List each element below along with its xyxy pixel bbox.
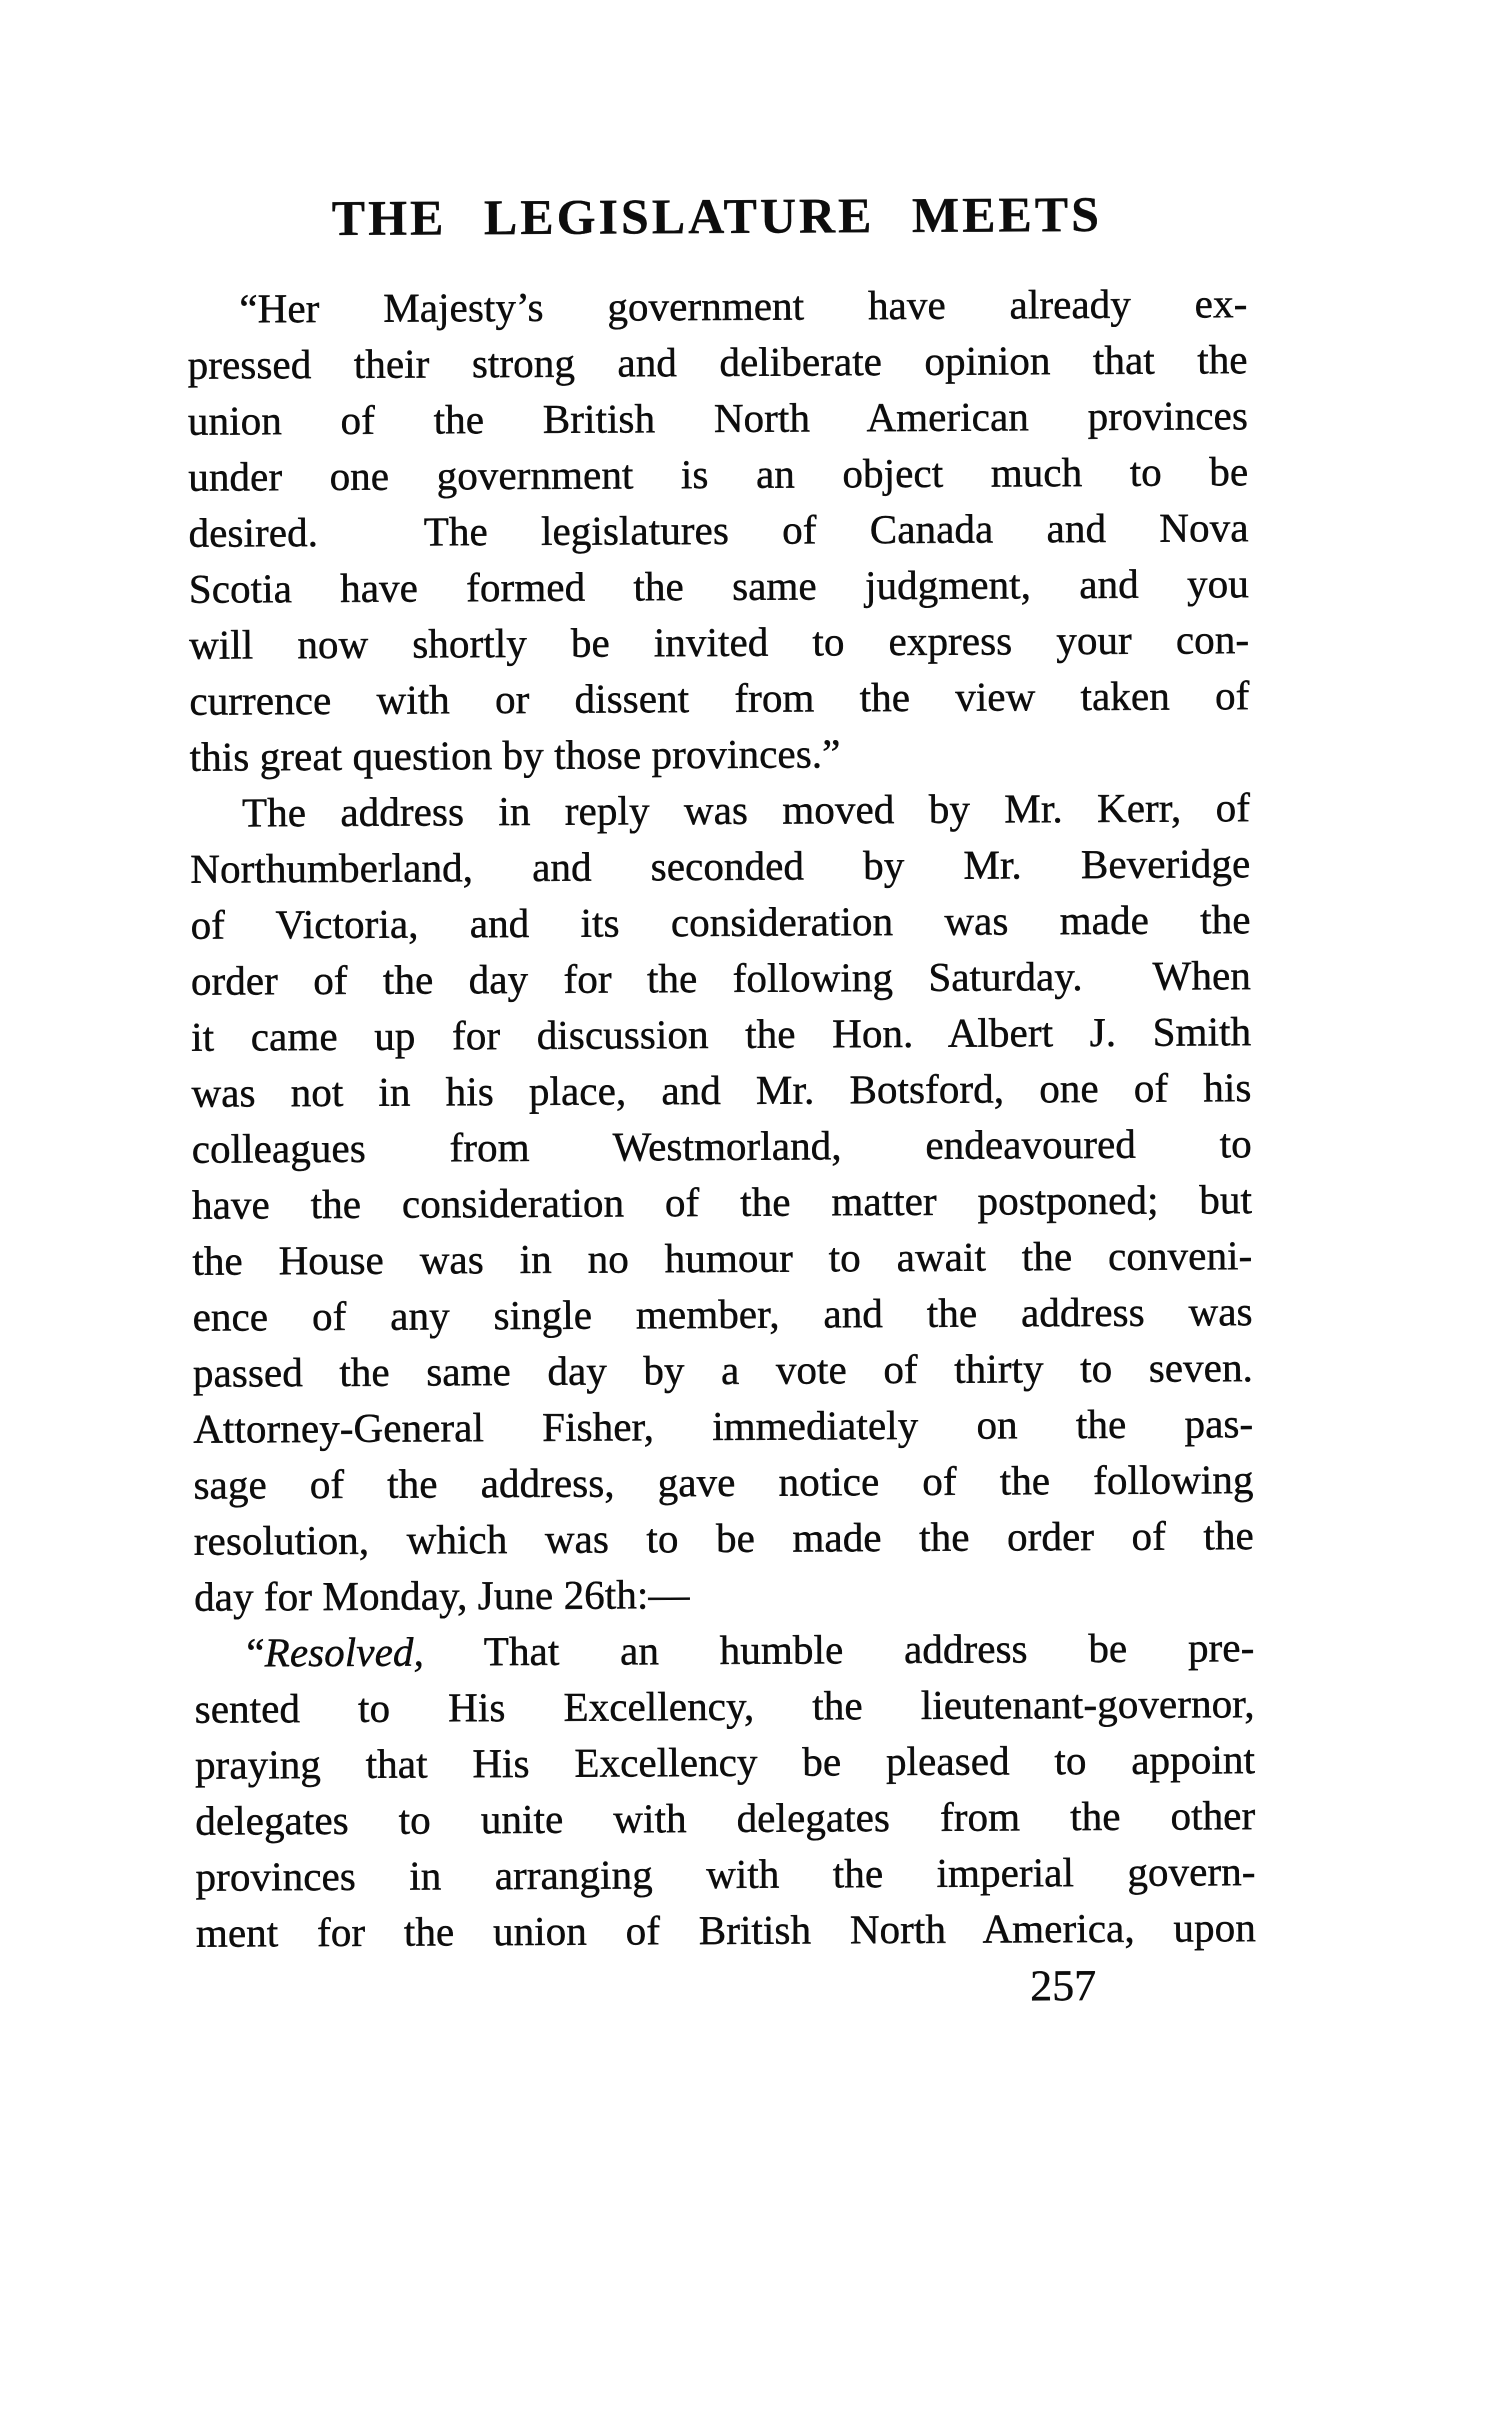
text-line: currence with or dissent from the view taken of bbox=[189, 672, 1250, 724]
text-line: was not in his place, and Mr. Botsford, one of his bbox=[191, 1064, 1252, 1116]
text-line: under one government is an object much to be bbox=[188, 448, 1249, 500]
paragraph-resolved bbox=[194, 1619, 1256, 1961]
text-line bbox=[194, 1619, 1254, 1681]
text-line: union of the British North American provinces bbox=[187, 392, 1249, 444]
text-line: provinces in arranging with the imperial govern- bbox=[195, 1848, 1256, 1900]
page-content bbox=[186, 0, 1257, 2018]
text-line: Northumberland, and seconded by Mr. Beveridge bbox=[190, 840, 1251, 892]
text-line: will now shortly be invited to express your con- bbox=[189, 616, 1250, 668]
text-line: day for Monday, June 26th:— bbox=[194, 1571, 690, 1620]
text-line: desired. The legislatures of Canada and Nova bbox=[188, 504, 1249, 556]
text-line: Scotia have formed the same judgment, and you bbox=[188, 560, 1249, 612]
italic-run: Resolved, bbox=[264, 1628, 424, 1676]
text-line: delegates to unite with delegates from the other bbox=[195, 1792, 1256, 1844]
text-line: ment for the union of British North America, upon bbox=[195, 1904, 1256, 1956]
text-line: resolution, which was to be made the order of the bbox=[193, 1512, 1254, 1564]
text-line: sented to His Excellency, the lieutenant-governor, bbox=[194, 1680, 1255, 1732]
text-line: Attorney-General Fisher, immediately on the pas- bbox=[193, 1400, 1254, 1452]
body-text bbox=[187, 275, 1256, 1961]
text-line: The address in reply was moved by Mr. Kerr, of bbox=[241, 784, 1251, 836]
text-run: That an humble address be pre- bbox=[423, 1624, 1255, 1675]
paragraph-quote-speech bbox=[187, 275, 1250, 785]
text-line: this great question by those provinces.” bbox=[189, 730, 841, 780]
text-line: sage of the address, gave notice of the following bbox=[193, 1456, 1254, 1508]
text-line: “Her Majesty’s government have already ex- bbox=[239, 280, 1248, 332]
paragraph-address-reply bbox=[190, 779, 1254, 1625]
text-line: of Victoria, and its consideration was made the bbox=[190, 896, 1251, 948]
text-line: pressed their strong and deliberate opinion that the bbox=[187, 336, 1248, 388]
text-line: it came up for discussion the Hon. Albert J. Smith bbox=[191, 1008, 1252, 1060]
text-run: “ bbox=[246, 1629, 265, 1676]
text-line: colleagues from Westmorland, endeavoured to bbox=[191, 1120, 1252, 1172]
chapter-title: THE LEGISLATURE MEETS bbox=[331, 185, 1103, 247]
text-line: ence of any single member, and the address was bbox=[192, 1288, 1253, 1340]
text-line: praying that His Excellency be pleased to appoint bbox=[194, 1736, 1256, 1788]
text-line: have the consideration of the matter postponed; but bbox=[191, 1176, 1253, 1228]
text-line: the House was in no humour to await the conveni- bbox=[192, 1232, 1253, 1284]
text-line: order of the day for the following Saturday. When bbox=[190, 952, 1252, 1004]
page-number: 257 bbox=[1030, 1961, 1097, 2011]
text-line: passed the same day by a vote of thirty to seven. bbox=[192, 1344, 1254, 1396]
